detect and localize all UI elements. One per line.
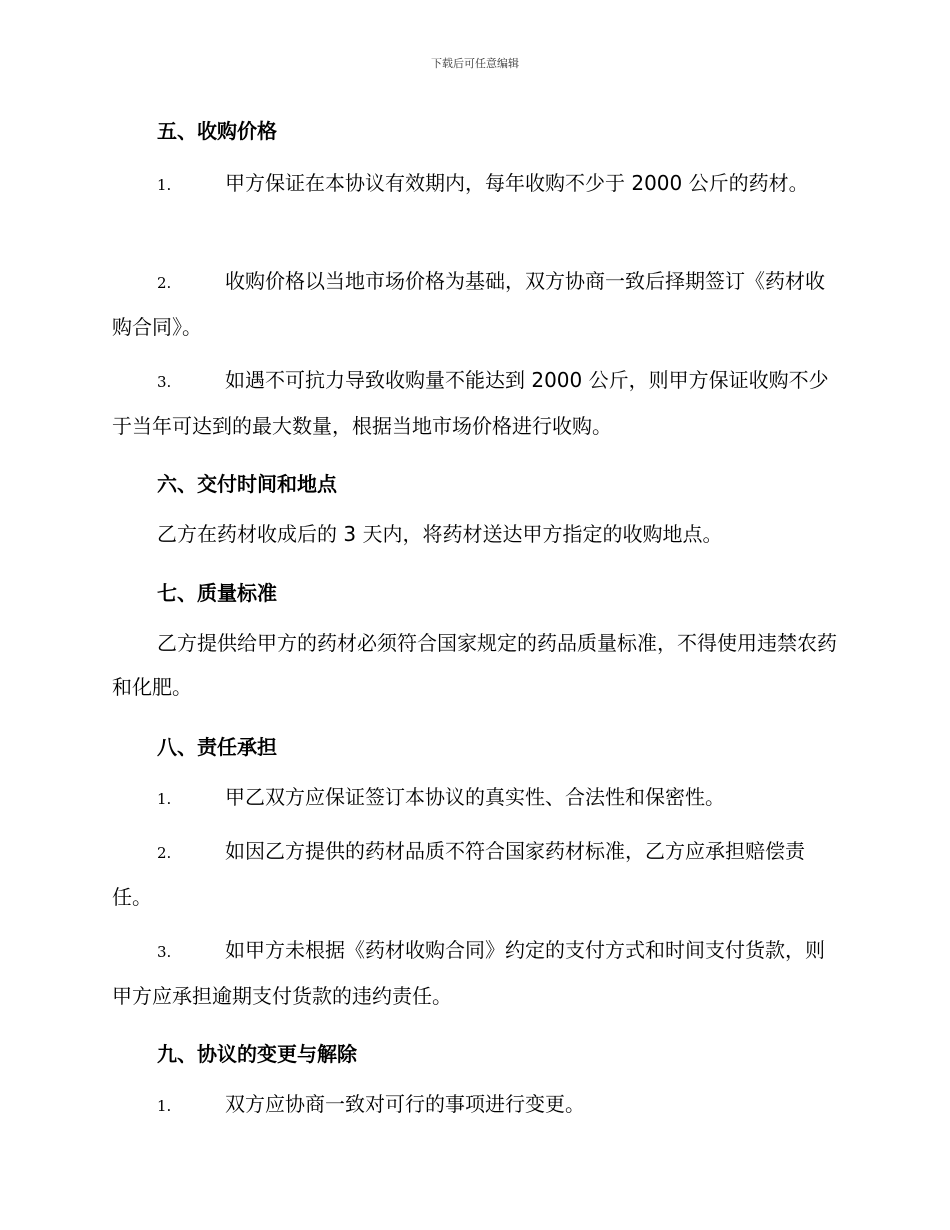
item-number: 2.	[157, 274, 172, 292]
section-8-heading: 八、责任承担	[157, 735, 277, 759]
section-9-heading: 九、协议的变更与解除	[157, 1042, 357, 1066]
section-7-heading: 七、质量标准	[157, 581, 277, 605]
section-8-item-3	[112, 928, 837, 1018]
item-text: 如甲方未根据《药材收购合同》约定的支付方式和时间支付货款，则甲方应承担逾期支付货款的违约责任。	[112, 938, 825, 1008]
item-number: 1.	[157, 176, 172, 194]
page-header: 下载后可任意编辑	[431, 57, 519, 70]
section-8-item-1	[112, 775, 837, 821]
item-number: 1.	[157, 1097, 172, 1115]
section-8-item-2	[112, 829, 837, 919]
section-5-item-2	[112, 259, 837, 349]
item-text: 双方应协商一致对可行的事项进行变更。	[225, 1092, 585, 1116]
item-text: 如因乙方提供的药材品质不符合国家药材标准，乙方应承担赔偿责任。	[112, 839, 805, 909]
item-number: 3.	[157, 943, 172, 961]
item-text: 收购价格以当地市场价格为基础，双方协商一致后择期签订《药材收购合同》。	[112, 269, 825, 339]
section-9-item-1	[112, 1082, 837, 1128]
section-7-paragraph: 乙方提供给甲方的药材必须符合国家规定的药品质量标准，不得使用违禁农药和化肥。	[112, 631, 837, 699]
item-text: 甲乙双方应保证签订本协议的真实性、合法性和保密性。	[225, 785, 725, 809]
item-text: 如遇不可抗力导致收购量不能达到 2000 公斤，则甲方保证收购不少于当年可达到的最大数量，根据当地市场价格进行收购。	[112, 368, 829, 438]
item-number: 1.	[157, 790, 172, 808]
section-5-heading: 五、收购价格	[157, 119, 277, 143]
item-number: 2.	[157, 844, 172, 862]
section-6-heading: 六、交付时间和地点	[157, 472, 337, 496]
section-6-paragraph: 乙方在药材收成后的 3 天内，将药材送达甲方指定的收购地点。	[157, 522, 723, 546]
item-text: 甲方保证在本协议有效期内，每年收购不少于 2000 公斤的药材。	[225, 171, 809, 195]
section-5-item-1	[112, 161, 837, 207]
section-5-item-3	[112, 358, 837, 448]
item-number: 3.	[157, 373, 172, 391]
